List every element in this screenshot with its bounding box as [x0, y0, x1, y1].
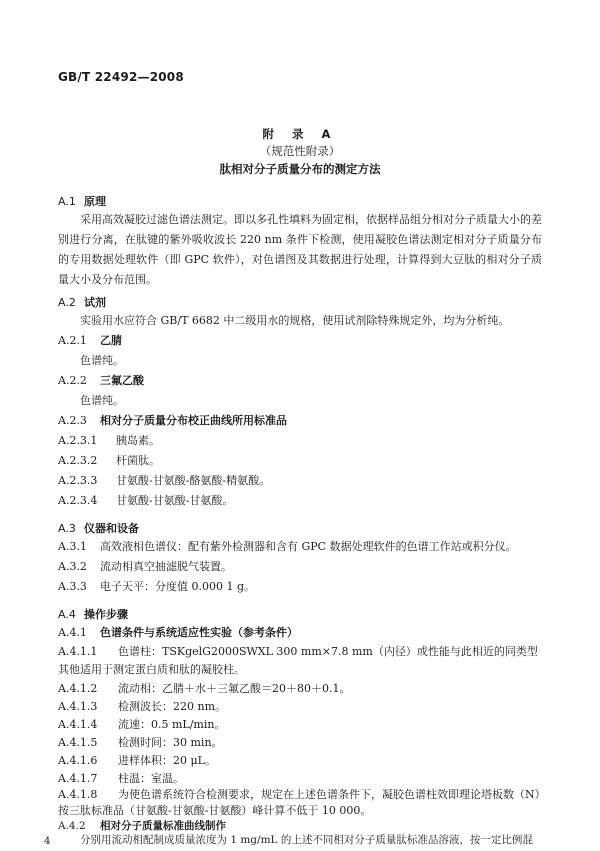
section-a42-paragraph: 分别用流动相配制成质量浓度为 1 mg/mL 的上述不同相对分子质量肽标准品溶液，按一定比例混: [80, 834, 533, 846]
item-text: 检测波长：220 nm。: [118, 700, 227, 713]
section-a3-heading: [58, 520, 139, 536]
section-a1-heading: [58, 193, 106, 209]
item-number: A.4.2: [58, 820, 86, 832]
item-a31: [58, 537, 542, 557]
item-a22-text: 色谱纯。: [80, 394, 124, 407]
item-number: A.4.1.8: [58, 788, 98, 801]
item-title: 三氟乙酸: [100, 374, 144, 387]
annex-title: 肽相对分子质量分布的测定方法: [219, 162, 381, 176]
item-a416: [58, 751, 542, 771]
item-title: 相对分子质量标准曲线制作: [100, 820, 226, 832]
item-a21-text: 色谱纯。: [80, 354, 124, 367]
item-a231: [58, 431, 542, 451]
item-number: A.2.2: [58, 374, 87, 387]
item-title: 色谱条件与系统适应性实验（参考条件）: [100, 626, 298, 639]
item-number: A.4.1.6: [58, 754, 98, 767]
item-number: A.4.1: [58, 626, 87, 639]
item-title: 相对分子质量分布校正曲线所用标准品: [100, 414, 287, 427]
item-number: A.3.3: [58, 580, 87, 593]
annex-nature: （规范性附录）: [259, 144, 341, 158]
section-a2-heading: [58, 294, 106, 310]
item-number: A.4.1.1: [58, 645, 98, 658]
item-number: A.4.1.2: [58, 682, 98, 695]
item-a412: [58, 679, 542, 699]
item-a411: [58, 643, 542, 679]
item-a417: [58, 769, 542, 789]
item-number: A.3.1: [58, 540, 87, 553]
section-number: A.3: [58, 522, 76, 535]
item-text: 流动相真空抽滤脱气装置。: [100, 560, 232, 573]
item-number: A.2.1: [58, 334, 87, 347]
item-text: 高效液相色谱仪：配有紫外检测器和含有 GPC 数据处理软件的色谱工作站或积分仪。: [100, 540, 517, 553]
item-number: A.2.3: [58, 414, 87, 427]
item-text: 甘氨酸-甘氨酸-甘氨酸。: [116, 494, 234, 507]
item-a21: [58, 331, 542, 351]
item-text: 为使色谱系统符合检测要求，规定在上述色谱条件下，凝胶色谱柱效即理论塔板数（N）按三肽标准品（甘氨酸-甘氨酸-甘氨酸）峰计算不低于 10 000。: [58, 788, 541, 817]
item-text: 检测时间：30 min。: [118, 736, 223, 749]
standard-number: GB/T 22492—2008: [58, 70, 184, 84]
section-a2-paragraph: 实验用水应符合 GB/T 6682 中二级用水的规格，使用试剂除特殊规定外，均为分析纯。: [80, 314, 510, 327]
item-text: 电子天平：分度值 0.000 1 g。: [100, 580, 256, 593]
item-a233: [58, 471, 542, 491]
item-a33: [58, 577, 542, 597]
item-a414: [58, 715, 542, 735]
item-text: 流速：0.5 mL/min。: [118, 718, 226, 731]
item-text: 甘氨酸-甘氨酸-酪氨酸-精氨酸。: [116, 474, 271, 487]
item-a32: [58, 557, 542, 577]
item-number: A.4.1.4: [58, 718, 98, 731]
item-a234: [58, 491, 542, 511]
item-a415: [58, 733, 542, 753]
item-a23: [58, 411, 542, 431]
item-number: A.2.3.4: [58, 494, 98, 507]
section-number: A.4: [58, 608, 76, 621]
item-text: 流动相：乙腈＋水＋三氟乙酸＝20＋80＋0.1。: [118, 682, 351, 695]
item-text: 杆菌肽。: [116, 454, 160, 467]
section-title: 操作步骤: [84, 608, 128, 621]
item-number: A.2.3.3: [58, 474, 98, 487]
item-number: A.4.1.3: [58, 700, 98, 713]
item-number: A.3.2: [58, 560, 87, 573]
section-title: 仪器和设备: [84, 522, 139, 535]
item-number: A.2.3.2: [58, 454, 98, 467]
item-a41: [58, 623, 542, 643]
item-title: 乙腈: [100, 334, 122, 347]
section-a4-heading: [58, 606, 128, 622]
item-text: 胰岛素。: [116, 434, 160, 447]
item-a232: [58, 451, 542, 471]
page-number: 4: [44, 836, 51, 847]
item-text: 色谱柱：TSKgelG2000SWXL 300 mm×7.8 mm（内径）或性能与此相近的同类型其他适用于测定蛋白质和肽的凝胶柱。: [58, 645, 538, 676]
item-number: A.2.3.1: [58, 434, 98, 447]
item-number: A.4.1.5: [58, 736, 98, 749]
item-a413: [58, 697, 542, 717]
item-a42: [58, 819, 542, 833]
section-number: A.1: [58, 195, 76, 208]
section-a1-paragraph: 采用高效凝胶过滤色谱法测定。即以多孔性填料为固定相，依据样品组分相对分子质量大小的差别进行分离，在肽键的紫外吸收波长 220 nm 条件下检测，使用凝胶色谱法测定相对分子质量分布的专用数据处理软件（即 GPC 软件），对色谱图及其数据进行处理，计算得到大豆肽的相对分子质量大小及分布范围。: [58, 213, 542, 286]
item-text: 柱温：室温。: [118, 772, 184, 785]
item-text: 进样体积：20 μL。: [118, 754, 216, 767]
section-title: 试剂: [84, 296, 106, 309]
annex-label: 附 录 A: [262, 127, 338, 141]
section-number: A.2: [58, 296, 76, 309]
item-a22: [58, 371, 542, 391]
item-a418: [58, 787, 542, 819]
item-number: A.4.1.7: [58, 772, 98, 785]
section-title: 原理: [84, 195, 106, 208]
